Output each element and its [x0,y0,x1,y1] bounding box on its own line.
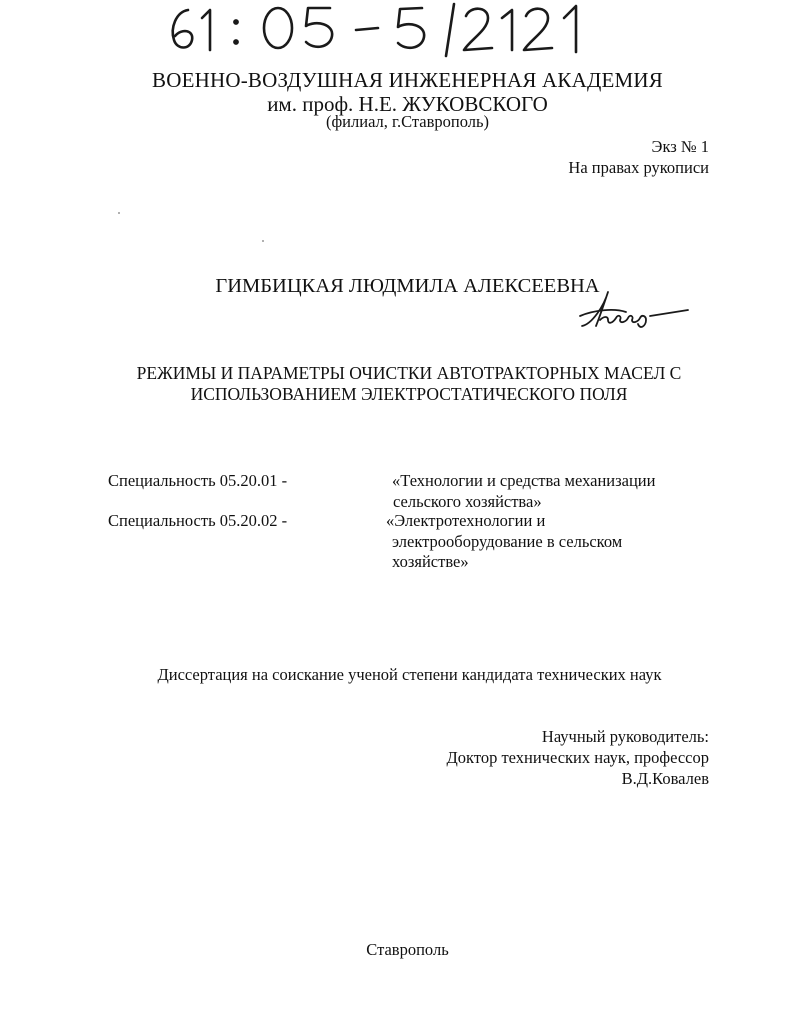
scan-speck [118,212,120,214]
academy-name-line-1: ВОЕННО-ВОЗДУШНАЯ ИНЖЕНЕРНАЯ АКАДЕМИЯ [152,68,663,92]
dissertation-degree: Диссертация на соискание ученой степени кандидата технических наук [157,664,662,684]
specialty-code-1: Специальность 05.20.01 - [108,471,288,490]
specialty-name-2-line-1: «Электротехнологии и [386,511,546,530]
author-name: ГИМБИЦКАЯ ЛЮДМИЛА АЛЕКСЕЕВНА [215,274,600,297]
specialty-name-1-line-2: сельского хозяйства» [393,491,542,511]
specialty-name-2-line-2: электрооборудование в сельском [392,531,623,551]
title-line-1: РЕЖИМЫ И ПАРАМЕТРЫ ОЧИСТКИ АВТОТРАКТОРНЫХ МАСЕЛ С [136,363,682,383]
copy-number: Экз № 1 [651,137,709,156]
academy-name-line-2: им. проф. Н.Е. ЖУКОВСКОГО [267,92,548,116]
supervisor-degree: Доктор технических наук, профессор [446,748,709,767]
specialty-code-2: Специальность 05.20.02 - [108,511,288,530]
supervisor-label: Научный руководитель: [541,727,709,746]
scan-speck [262,240,264,242]
author-signature [574,286,694,336]
copy-info [568,136,709,178]
specialty-name-2-line-3: хозяйстве» [392,552,469,571]
academy-branch: (филиал, г.Ставрополь) [326,111,489,131]
specialty-name-2 [386,511,622,573]
title-line-2: ИСПОЛЬЗОВАНИЕМ ЭЛЕКТРОСТАТИЧЕСКОГО ПОЛЯ [190,384,628,404]
specialty-name-1 [392,471,655,512]
manuscript-rights: На правах рукописи [568,158,709,177]
supervisor-name: В.Д.Ковалев [621,769,709,788]
handwritten-archive-number [166,0,596,58]
city: Ставрополь [366,939,449,959]
dissertation-title [0,363,791,405]
supervisor-info [447,726,709,789]
specialty-name-1-line-1: «Технологии и средства механизации [392,471,656,490]
